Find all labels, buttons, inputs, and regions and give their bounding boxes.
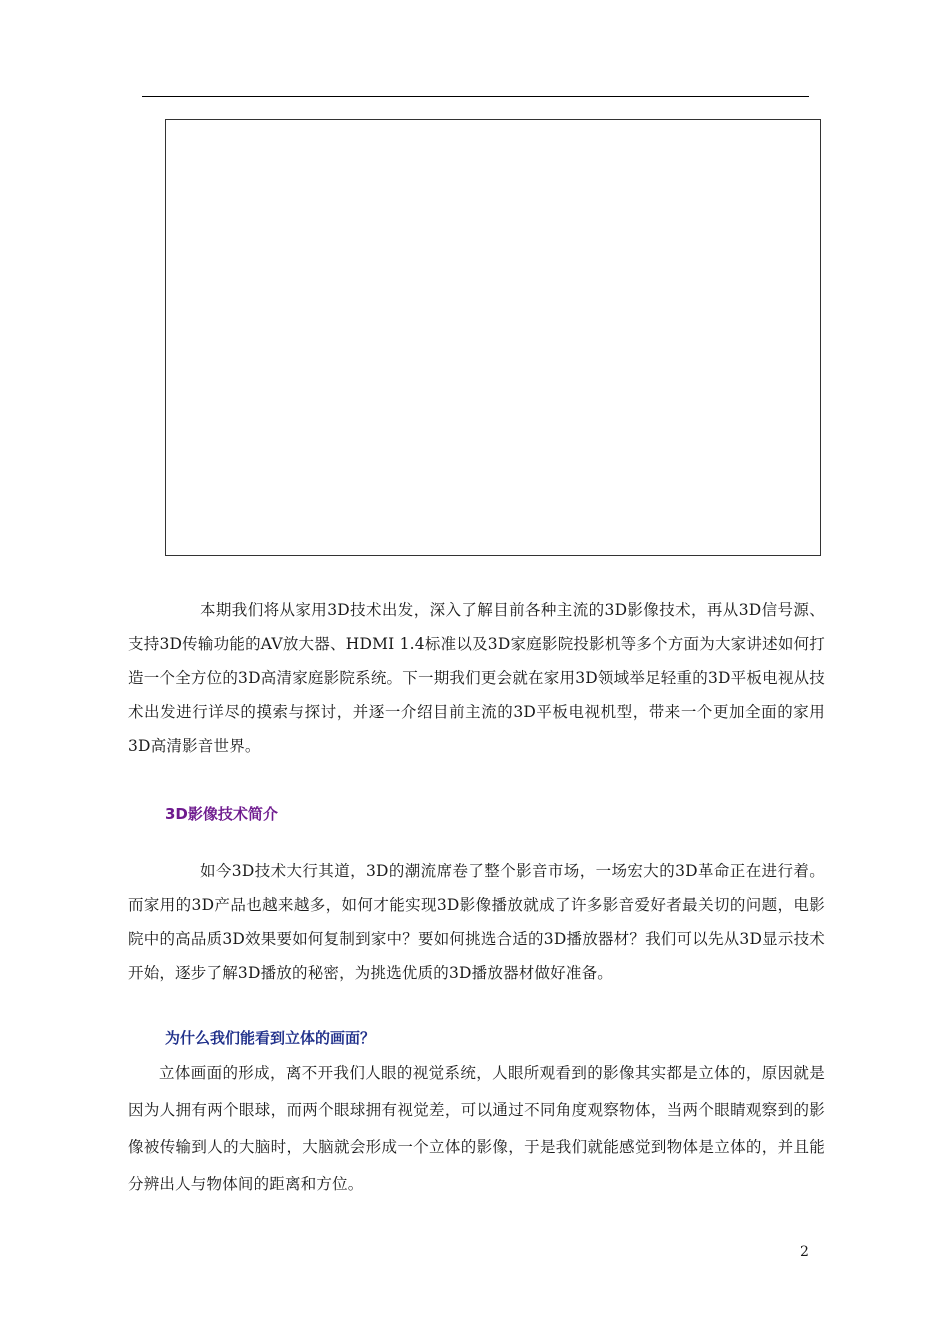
page-number: 2	[800, 1244, 809, 1260]
section-2-paragraph: 立体画面的形成，离不开我们人眼的视觉系统，人眼所观看到的影像其实都是立体的，原因就是因为人拥有两个眼球，而两个眼球拥有视觉差，可以通过不同角度观察物体，当两个眼睛观察到的影像被传输到人的大脑时，大脑就会形成一个立体的影像，于是我们就能感觉到物体是立体的，并且能分辨出人与物体间的距离和方位。	[128, 1064, 825, 1193]
intro-paragraph: 本期我们将从家用3D技术出发，深入了解目前各种主流的3D影像技术，再从3D信号源、支持3D传输功能的AV放大器、HDMI 1.4标准以及3D家庭影院投影机等多个方面为大家讲述如何打造一个全方位的3D高清家庭影院系统。下一期我们更会就在家用3D领域举足轻重的3D平板电视从技术出发进行详尽的摸索与探讨，并逐一介绍目前主流的3D平板电视机型，带来一个更加全面的家用3D高清影音世界。	[128, 601, 825, 755]
image-placeholder-frame	[165, 119, 821, 556]
header-rule	[142, 96, 809, 97]
section-heading-3d-imaging: 3D影像技术简介	[165, 805, 278, 823]
section-1-paragraph: 如今3D技术大行其道，3D的潮流席卷了整个影音市场，一场宏大的3D革命正在进行着。而家用的3D产品也越来越多，如何才能实现3D影像播放就成了许多影音爱好者最关切的问题，电影院中的高品质3D效果要如何复制到家中？要如何挑选合适的3D播放器材？我们可以先从3D显示技术开始，逐步了解3D播放的秘密，为挑选优质的3D播放器材做好准备。	[128, 862, 825, 982]
section-heading-why-stereo: 为什么我们能看到立体的画面？	[165, 1029, 376, 1047]
